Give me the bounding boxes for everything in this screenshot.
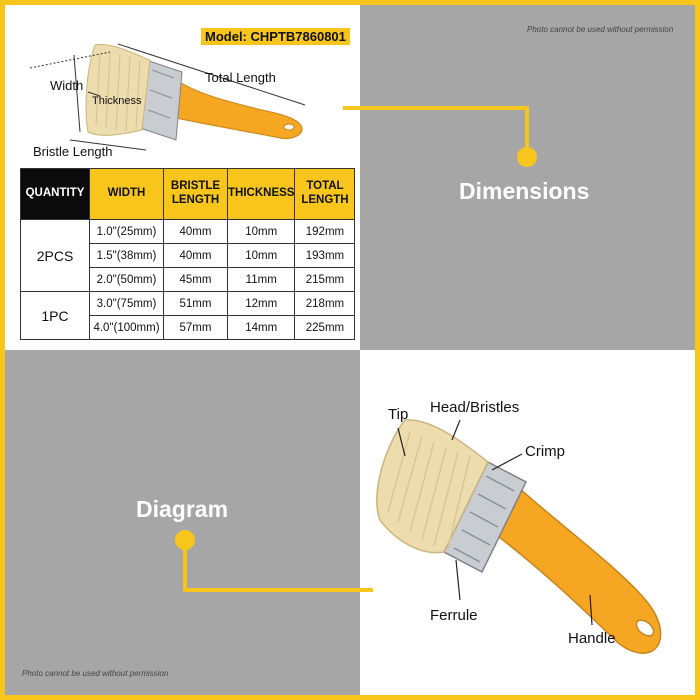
thickness-cell: 11mm: [228, 268, 295, 292]
part-label-handle: Handle: [568, 630, 616, 647]
model-label: Model: CHPTB7860801: [201, 28, 350, 45]
spec-table-header-row: [21, 169, 355, 220]
thickness-cell: 14mm: [228, 316, 295, 340]
table-row: [21, 220, 355, 244]
bristle-length-label: Bristle Length: [33, 144, 113, 159]
header-quantity: QUANTITY: [21, 169, 90, 220]
header-total-length: TOTAL LENGTH: [295, 169, 355, 220]
total-length-cell: 218mm: [295, 292, 355, 316]
connector-dot-icon: [175, 530, 195, 550]
total-length-cell: 193mm: [295, 244, 355, 268]
thickness-cell: 12mm: [228, 292, 295, 316]
width-label: Width: [50, 78, 84, 93]
part-label-ferrule: Ferrule: [430, 607, 478, 624]
part-label-tip: Tip: [388, 406, 409, 423]
header-bristle-length: BRISTLE LENGTH: [164, 169, 228, 220]
bristle-length-cell: 57mm: [164, 316, 228, 340]
header-thickness: THICKNESS: [228, 169, 295, 220]
bristle-length-cell: 51mm: [164, 292, 228, 316]
total-length-cell: 192mm: [295, 220, 355, 244]
total-length-cell: 215mm: [295, 268, 355, 292]
width-cell: 3.0"(75mm): [90, 292, 164, 316]
diagram-connector: [175, 530, 373, 590]
connector-dot-icon: [517, 147, 537, 167]
width-cell: 1.0"(25mm): [90, 220, 164, 244]
thickness-cell: 10mm: [228, 220, 295, 244]
diagram-heading: Diagram: [136, 496, 229, 522]
header-width: WIDTH: [90, 169, 164, 220]
width-cell: 1.5"(38mm): [90, 244, 164, 268]
paint-brush-icon: [377, 420, 661, 653]
dimensions-connector: [343, 108, 537, 167]
dimensions-heading: Dimensions: [459, 178, 590, 204]
table-row: [21, 292, 355, 316]
watermark-top: Photo cannot be used without permission: [527, 25, 674, 34]
part-label-head: Head/Bristles: [430, 399, 520, 416]
bristle-length-cell: 40mm: [164, 220, 228, 244]
width-cell: 2.0"(50mm): [90, 268, 164, 292]
total-length-cell: 225mm: [295, 316, 355, 340]
spec-table: [20, 168, 355, 340]
quantity-cell: 2PCS: [21, 220, 90, 292]
thickness-cell: 10mm: [228, 244, 295, 268]
thickness-label: Thickness: [92, 95, 142, 107]
part-label-crimp: Crimp: [525, 443, 565, 460]
bristle-length-cell: 40mm: [164, 244, 228, 268]
quantity-cell: 1PC: [21, 292, 90, 340]
width-cell: 4.0"(100mm): [90, 316, 164, 340]
total-length-label: Total Length: [205, 70, 276, 85]
paint-brush-icon: [86, 44, 302, 140]
watermark-bottom: Photo cannot be used without permission: [22, 669, 169, 678]
bristle-length-cell: 45mm: [164, 268, 228, 292]
